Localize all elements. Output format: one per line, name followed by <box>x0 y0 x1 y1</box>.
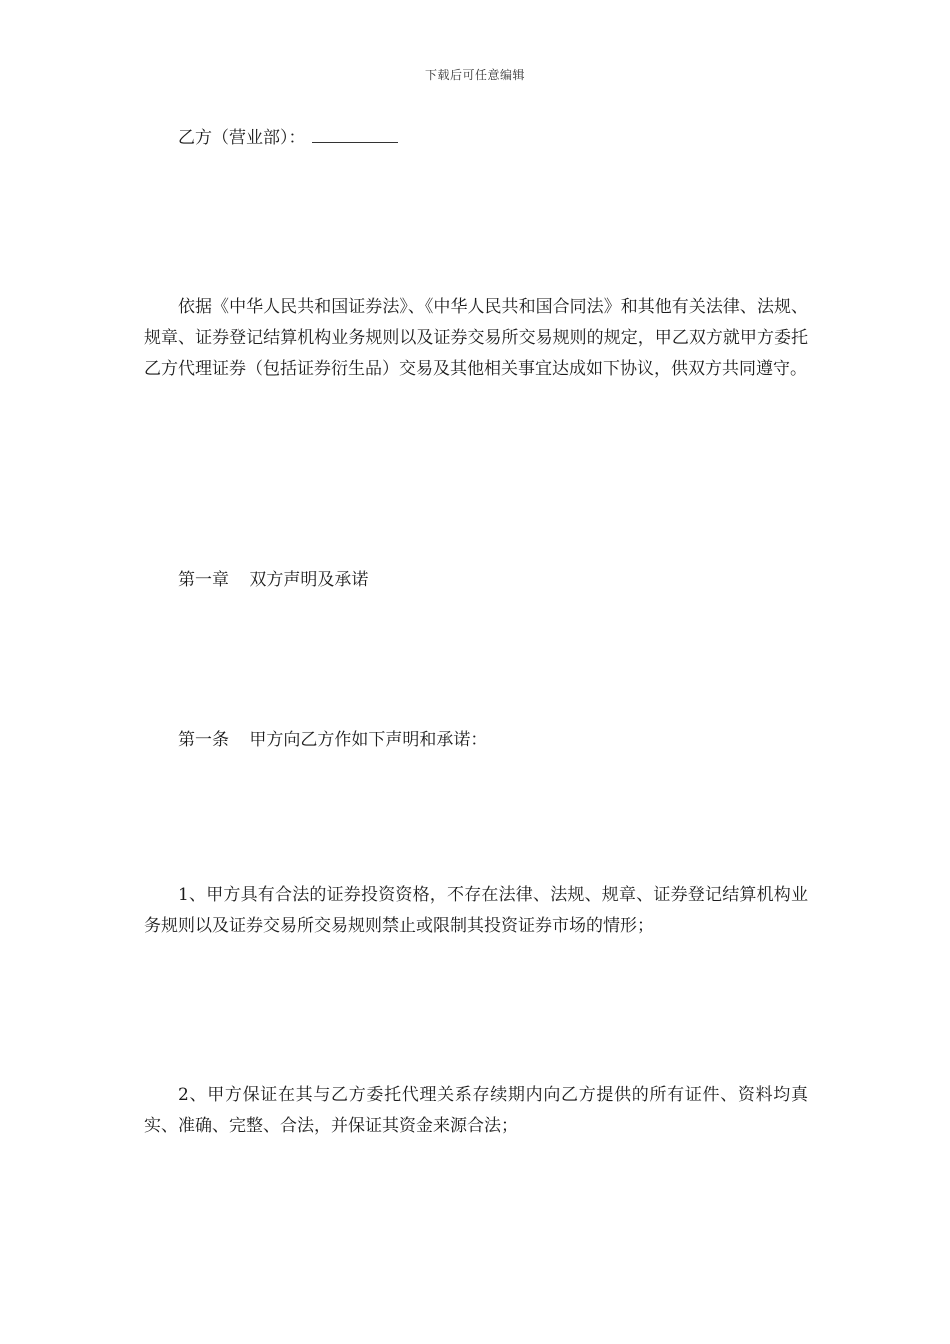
party-b-blank-field <box>312 126 398 143</box>
preamble-paragraph: 依据《中华人民共和国证券法》、《中华人民共和国合同法》和其他有关法律、法规、规章、证券登记结算机构业务规则以及证券交易所交易规则的规定，甲乙双方就甲方委托乙方代理证券（包括证券衍生品）交易及其他相关事宜达成如下协议，供双方共同遵守。 <box>144 297 808 379</box>
article-number: 第一条 <box>178 730 229 750</box>
chapter-heading <box>144 565 808 596</box>
chapter-title: 双方声明及承诺 <box>249 570 369 590</box>
clause-2: 2、甲方保证在其与乙方委托代理关系存续期内向乙方提供的所有证件、资料均真实、准确、完整、合法，并保证其资金来源合法； <box>144 1085 808 1136</box>
party-b-line <box>144 123 808 154</box>
clause-1: 1、甲方具有合法的证券投资资格，不存在法律、法规、规章、证券登记结算机构业务规则以及证券交易所交易规则禁止或限制其投资证券市场的情形； <box>144 885 808 936</box>
chapter-number: 第一章 <box>178 570 229 590</box>
article-heading <box>144 725 808 756</box>
party-b-label: 乙方（营业部）： <box>178 128 306 148</box>
article-title: 甲方向乙方作如下声明和承诺： <box>249 730 488 750</box>
header-note: 下载后可任意编辑 <box>424 68 525 82</box>
